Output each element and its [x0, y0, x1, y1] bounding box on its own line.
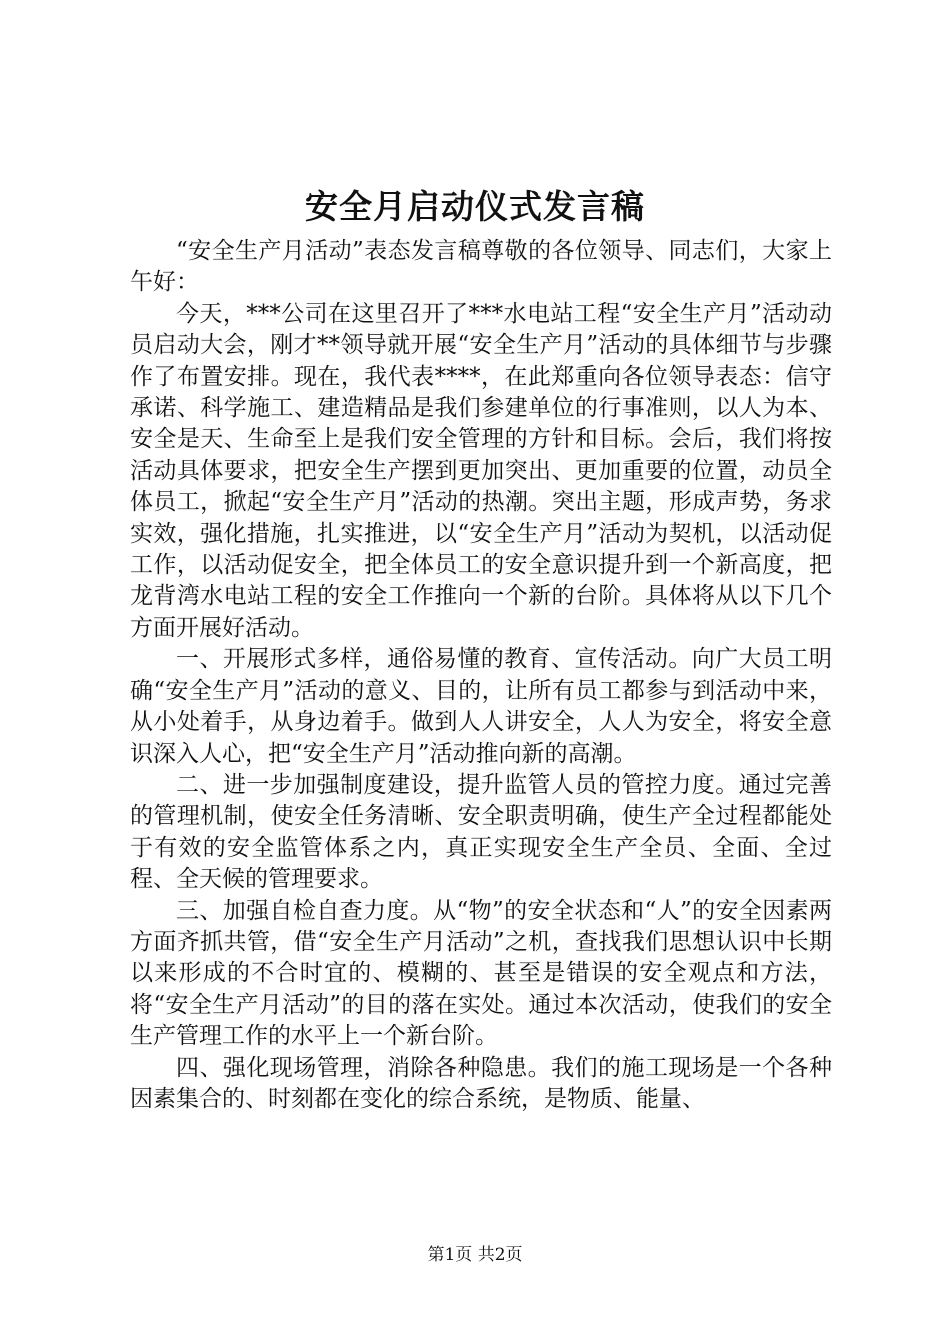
- page-number-footer: 第1页 共2页: [427, 1245, 523, 1265]
- document-body: [130, 236, 832, 1115]
- paragraph-point-two: 二、进一步加强制度建设，提升监管人员的管控力度。通过完善的管理机制，使安全任务清晰、安全职责明确，使生产全过程都能处于有效的安全监管体系之内，真正实现安全生产全员、全面、全过程、全天候的管理要求。: [130, 771, 832, 893]
- paragraph-intro: 今天，***公司在这里召开了***水电站工程“安全生产月”活动动员启动大会，刚才**领导就开展“安全生产月”活动的具体细节与步骤作了布置安排。现在，我代表****，在此郑重向各位领导表态：信守承诺、科学施工、建造精品是我们参建单位的行事准则，以人为本、安全是天、生命至上是我们安全管理的方针和目标。会后，我们将按活动具体要求，把安全生产摆到更加突出、更加重要的位置，动员全体员工，掀起“安全生产月”活动的热潮。突出主题，形成声势，务求实效，强化措施，扎实推进，以“安全生产月”活动为契机，以活动促工作，以活动促安全，把全体员工的安全意识提升到一个新高度，把龙背湾水电站工程的安全工作推向一个新的台阶。具体将从以下几个方面开展好活动。: [130, 300, 832, 641]
- paragraph-greeting: “安全生产月活动”表态发言稿尊敬的各位领导、同志们，大家上午好：: [130, 238, 832, 296]
- paragraph-point-one: 一、开展形式多样，通俗易懂的教育、宣传活动。向广大员工明确“安全生产月”活动的意义、目的，让所有员工都参与到活动中来，从小处着手，从身边着手。做到人人讲安全，人人为安全，将安全意识深入人心，把“安全生产月”活动推向新的高潮。: [130, 646, 832, 767]
- paragraph-point-four: 四、强化现场管理，消除各种隐患。我们的施工现场是一个各种因素集合的、时刻都在变化的综合系统，是物质、能量、: [130, 1054, 832, 1112]
- document-title: 安全月启动仪式发言稿: [305, 187, 645, 226]
- paragraph-point-three: 三、加强自检自查力度。从“物”的安全状态和“人”的安全因素两方面齐抓共管，借“安全生产月活动”之机，查找我们思想认识中长期以来形成的不合时宜的、模糊的、甚至是错误的安全观点和方法，将“安全生产月活动”的目的落在实处。通过本次活动，使我们的安全生产管理工作的水平上一个新台阶。: [130, 897, 832, 1050]
